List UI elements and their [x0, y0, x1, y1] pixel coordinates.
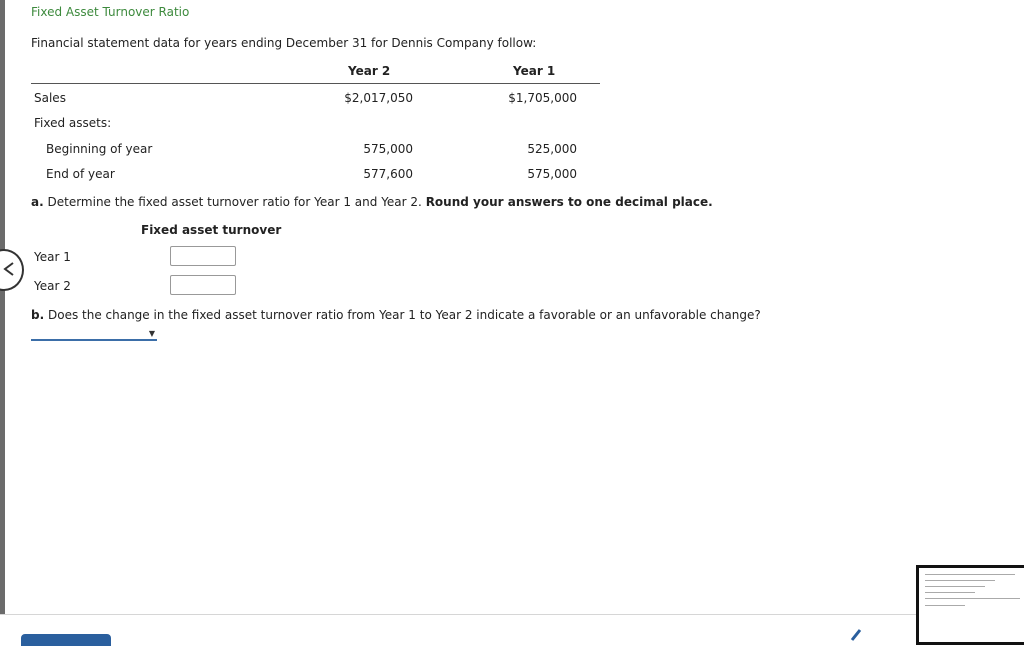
intro-text: Financial statement data for years ending December 31 for Dennis Company follow: — [31, 36, 537, 50]
sales-year2: $2,017,050 — [344, 91, 413, 105]
chevron-left-icon — [3, 261, 15, 277]
favorable-unfavorable-select[interactable] — [31, 327, 157, 341]
check-icon — [850, 628, 870, 641]
question-b-prefix: b. — [31, 308, 45, 322]
question-a-prefix: a. — [31, 195, 44, 209]
year2-turnover-input[interactable] — [170, 275, 236, 295]
beginning-year2: 575,000 — [363, 142, 413, 156]
sales-year1: $1,705,000 — [508, 91, 577, 105]
left-edge-bar — [0, 0, 5, 641]
row-label-fixed-assets: Fixed assets: — [34, 116, 112, 130]
column-header-year1: Year 1 — [513, 64, 556, 78]
header-divider — [31, 83, 600, 84]
column-header-year2: Year 2 — [348, 64, 391, 78]
bottom-toolbar — [0, 614, 1024, 642]
fixed-asset-turnover-header: Fixed asset turnover — [141, 223, 282, 237]
end-year1: 575,000 — [527, 167, 577, 181]
bottom-action-button[interactable] — [21, 634, 111, 646]
beginning-year1: 525,000 — [527, 142, 577, 156]
year1-turnover-input[interactable] — [170, 246, 236, 266]
answer-label-year2: Year 2 — [34, 279, 71, 293]
back-button[interactable] — [0, 249, 24, 291]
question-a-instruction: Round your answers to one decimal place. — [425, 195, 713, 209]
row-label-beginning: Beginning of year — [46, 142, 153, 156]
row-label-end: End of year — [46, 167, 115, 181]
question-b — [31, 308, 761, 322]
answer-label-year1: Year 1 — [34, 250, 71, 264]
question-b-text: Does the change in the fixed asset turnover ratio from Year 1 to Year 2 indicate a favorable or an unfavorable change? — [47, 308, 761, 322]
question-a-text: Determine the fixed asset turnover ratio for Year 1 and Year 2. — [47, 195, 422, 209]
row-label-sales: Sales — [34, 91, 66, 105]
end-year2: 577,600 — [363, 167, 413, 181]
question-a — [31, 195, 713, 209]
page-thumbnail[interactable] — [916, 565, 1024, 645]
chevron-down-icon: ▼ — [148, 329, 155, 338]
page-title: Fixed Asset Turnover Ratio — [31, 5, 190, 19]
